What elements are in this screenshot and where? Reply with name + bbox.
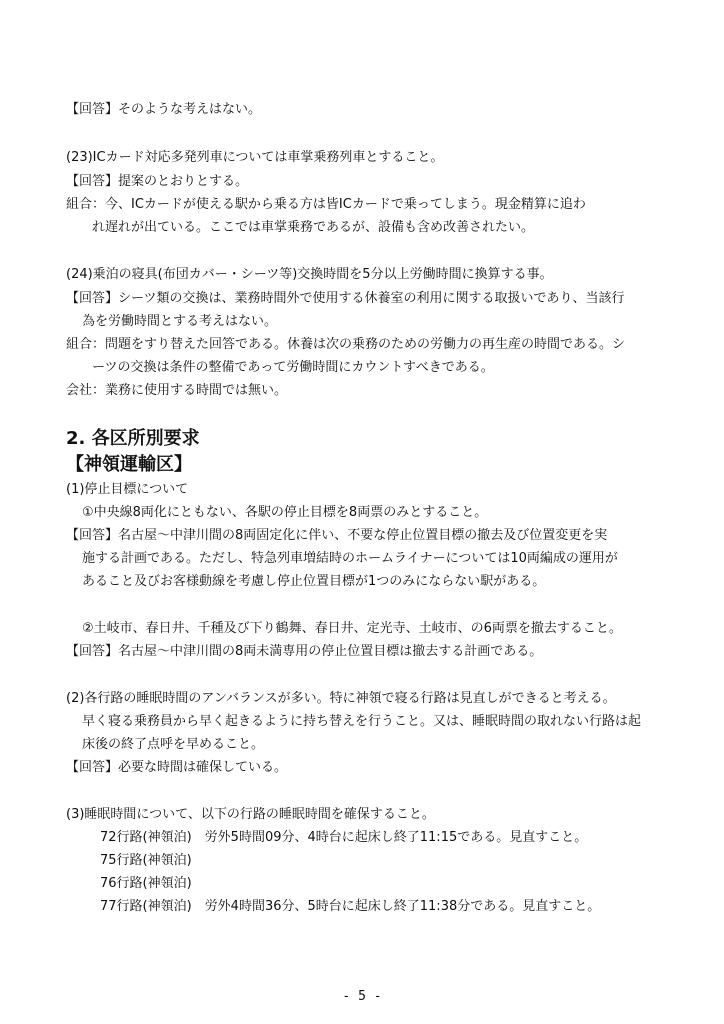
answer-line: 【回答】必要な時間は確保している。 — [66, 760, 288, 775]
request-line: ①中央線8両化にともない、各駅の停止目標を8両票のみとすること。 — [82, 505, 488, 520]
request-line: (1)停止目標について — [66, 482, 189, 497]
answer-line: 【回答】名古屋～中津川間の8両固定化に伴い、不要な停止位置目標の撤去及び位置変更を実 — [66, 528, 608, 543]
company-line: 会社：業務に使用する時間では無い。 — [66, 383, 288, 398]
union-line: ーツの交換は条件の整備であって労働時間にカウントすべきである。 — [92, 360, 494, 375]
request-line: (3)睡眠時間について、以下の行路の睡眠時間を確保すること。 — [66, 807, 435, 822]
answer-line: あること及びお客様動線を考慮し停止位置目標が1つのみにならない駅がある。 — [82, 574, 546, 589]
answer-line: 【回答】提案のとおりとする。 — [66, 174, 249, 189]
page-number: - 5 - — [342, 989, 382, 1004]
route-line: 72行路(神領泊) 労外5時間09分、4時台に起床し終了11:15である。見直すこと。 — [100, 830, 588, 845]
answer-line: 為を労働時間とする考えはない。 — [82, 314, 278, 329]
request-line: (2)各行路の睡眠時間のアンバランスが多い。特に神領で寝る行路は見直しができると考える。 — [66, 691, 616, 706]
answer-line: 施する計画である。ただし、特急列車増結時のホームライナーについては10両編成の運用が — [82, 551, 618, 566]
answer-line: 【回答】名古屋～中津川間の8両未満専用の停止位置目標は撤去する計画である。 — [66, 644, 543, 659]
request-line: 床後の終了点呼を早めること。 — [82, 737, 265, 752]
route-line: 75行路(神領泊) — [100, 853, 192, 868]
answer-line: 【回答】そのような考えはない。 — [66, 102, 262, 117]
union-line: 組合：問題をすり替えた回答である。休養は次の乗務のための労働力の再生産の時間である。シ — [66, 337, 626, 352]
section-heading: 2. 各区所別要求 — [66, 428, 200, 449]
request-line: ②土岐市、春日井、千種及び下り鶴舞、春日井、定光寺、土岐市、の6両票を撤去すること。 — [82, 621, 622, 636]
subsection-heading: 【神領運輸区】 — [66, 454, 192, 475]
route-line: 77行路(神領泊) 労外4時間36分、5時台に起床し終了11:38分である。見直すこと。 — [100, 899, 601, 914]
request-line: (23)ICカード対応多発列車については車掌乗務列車とすること。 — [66, 150, 444, 165]
route-line: 76行路(神領泊) — [100, 876, 192, 891]
union-line: 組合：今、ICカードが使える駅から乗る方は皆ICカードで乗ってしまう。現金精算に追わ — [66, 197, 586, 212]
request-line: 早く寝る乗務員から早く起きるように持ち替えを行うこと。又は、睡眠時間の取れない行路は起 — [82, 714, 642, 729]
answer-line: 【回答】シーツ類の交換は、業務時間外で使用する休養室の利用に関する取扱いであり、当該行 — [66, 291, 625, 306]
union-line: れ遅れが出ている。ここでは車掌乗務であるが、設備も含め改善されたい。 — [92, 220, 535, 235]
request-line: (24)乗泊の寝具(布団カバー・シーツ等)交換時間を5分以上労働時間に換算する事。 — [66, 267, 553, 282]
